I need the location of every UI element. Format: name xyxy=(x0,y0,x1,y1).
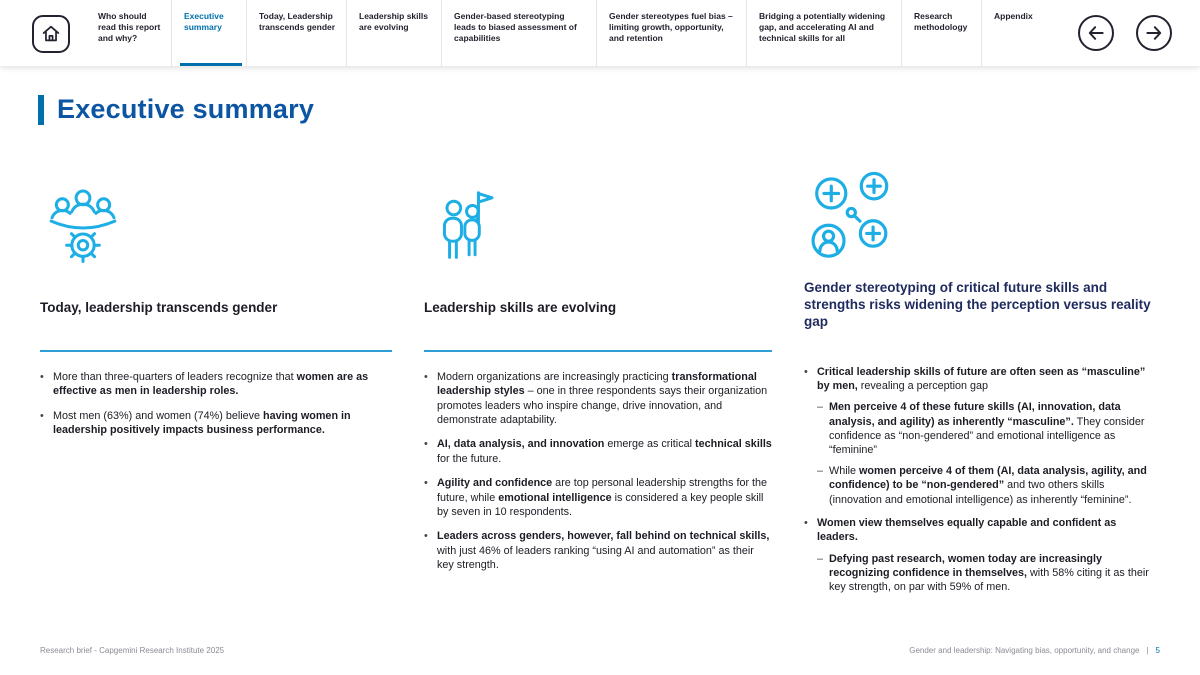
column-heading-box xyxy=(40,300,392,348)
nav-tab-4[interactable] xyxy=(346,0,441,66)
bullet-marker: • xyxy=(424,477,428,490)
nav-tab-label: Leadership skills are evolving xyxy=(359,11,428,33)
sub-bullet-text: Men perceive 4 of these future skills (AI, innovation, data analysis, and agility) as inherently “masculine”. They consider confidence as “non-gendered” and emotional intelligence as “feminine” xyxy=(829,401,1145,457)
sub-bullet-marker: – xyxy=(817,552,824,565)
next-page-button[interactable] xyxy=(1136,15,1172,51)
nav-tab-label: Bridging a potentially widening gap, and accelerating AI and technical skills for all xyxy=(759,11,886,44)
bullet-text: AI, data analysis, and innovation emerge as critical technical skills for the future. xyxy=(437,438,772,465)
nav-tab-label: Appendix xyxy=(994,11,1033,21)
sub-bullet-item xyxy=(817,552,1160,595)
bullet-marker: • xyxy=(40,371,44,383)
col-2-bullets xyxy=(424,370,772,572)
nav-tabs xyxy=(86,0,1051,66)
bullet-item xyxy=(804,365,1160,394)
column-gender-stereotyping-gap xyxy=(804,155,1160,604)
footer-right-block xyxy=(909,646,1160,655)
prev-page-button[interactable] xyxy=(1078,15,1114,51)
home-button[interactable] xyxy=(32,15,70,53)
sub-bullet-marker: – xyxy=(817,401,824,414)
title-accent-bar xyxy=(38,95,44,125)
bullet-marker: • xyxy=(804,365,808,378)
bullet-item xyxy=(424,437,772,466)
bullet-marker: • xyxy=(804,516,808,529)
slide-footer xyxy=(40,646,1160,655)
skills-circles-icon xyxy=(804,166,904,270)
arrow-right-icon xyxy=(1144,23,1164,43)
nav-arrows xyxy=(1078,15,1172,51)
page-title: Executive summary xyxy=(57,94,315,124)
meeting-gear-icon xyxy=(40,178,126,278)
nav-tab-1[interactable] xyxy=(86,0,171,66)
footer-left-text: Research brief - Capgemini Research Institute 2025 xyxy=(40,646,225,655)
nav-tab-6[interactable] xyxy=(596,0,746,66)
summary-columns xyxy=(40,155,1160,604)
bullet-marker: • xyxy=(424,371,428,383)
nav-tab-8[interactable] xyxy=(901,0,981,66)
bullet-item xyxy=(424,476,772,519)
column-heading: Leadership skills are evolving xyxy=(424,300,617,315)
bullet-text: Critical leadership skills of future are often seen as “masculine” by men, revealing a perception gap xyxy=(817,365,1146,392)
nav-tab-label: Gender stereotypes fuel bias – limiting growth, opportunity, and retention xyxy=(609,11,733,44)
bullet-item xyxy=(40,370,392,399)
nav-tab-label: Executive summary xyxy=(184,11,224,33)
heading-rule xyxy=(424,350,772,352)
bullet-text: Women view themselves equally capable and confident as leaders. xyxy=(817,516,1117,544)
column-leadership-skills-evolving xyxy=(424,155,772,604)
bullet-text: Leaders across genders, however, fall behind on technical skills, with just 46% of leaders ranking “using AI and automation” as their key strength. xyxy=(437,530,770,571)
sub-bullet-text: Defying past research, women today are increasingly recognizing confidence in themselves, with 58% citing it as their key strength, on par with 59% of men. xyxy=(829,552,1149,594)
bullet-item xyxy=(424,370,772,427)
nav-tab-3[interactable] xyxy=(246,0,346,66)
footer-right-text: Gender and leadership: Navigating bias, opportunity, and change xyxy=(909,646,1140,655)
page-number: 5 xyxy=(1155,646,1160,655)
sub-bullet-text: While women perceive 4 of them (AI, data analysis, agility, and confidence) to be “non-gendered” and two others skills (innovation and emotional intelligence) as inherently “feminine”. xyxy=(829,464,1147,506)
nav-tab-label: Who should read this report and why? xyxy=(98,11,161,44)
nav-tab-2[interactable] xyxy=(171,0,246,66)
bullet-text: Most men (63%) and women (74%) believe having women in leadership positively impacts business performance. xyxy=(53,409,351,437)
bullet-item xyxy=(424,529,772,572)
bullet-text: Modern organizations are increasingly practicing transformational leadership styles – one in three respondents says their organization promotes leaders who inspire change, drive innovation, and demonstrate adaptability. xyxy=(437,371,768,427)
column-heading-box xyxy=(804,280,1160,331)
bullet-marker: • xyxy=(40,409,44,422)
home-icon xyxy=(40,23,62,45)
column-heading: Today, leadership transcends gender xyxy=(40,300,278,315)
column-icon-area xyxy=(40,155,392,300)
bullet-marker: • xyxy=(424,438,428,451)
sub-bullet-item xyxy=(817,464,1160,507)
column-icon-area xyxy=(804,155,1160,280)
nav-tab-5[interactable] xyxy=(441,0,596,66)
bullet-text: Agility and confidence are top personal leadership strengths for the future, while emotional intelligence is considered a key people skill by seven in 10 respondents. xyxy=(437,477,768,518)
bullet-marker: • xyxy=(424,530,428,543)
nav-tab-label: Gender-based stereotyping leads to biased assessment of capabilities xyxy=(454,11,577,44)
column-heading-box xyxy=(424,300,772,348)
col-3-bullets xyxy=(804,365,1160,595)
nav-tab-label: Research methodology xyxy=(914,11,968,33)
nav-tab-label: Today, Leadership transcends gender xyxy=(259,11,336,33)
column-icon-area xyxy=(424,155,772,300)
nav-tab-9[interactable] xyxy=(981,0,1051,66)
heading-rule xyxy=(40,350,392,352)
footer-separator: | xyxy=(1146,646,1149,655)
sub-bullet-marker: – xyxy=(817,464,824,477)
bullet-item xyxy=(40,409,392,438)
sub-bullet-item xyxy=(817,400,1160,457)
bullet-text: More than three-quarters of leaders recognize that women are as effective as men in leadership roles. xyxy=(53,371,369,398)
column-leadership-transcends-gender xyxy=(40,155,392,604)
col-1-bullets xyxy=(40,370,392,437)
column-heading: Gender stereotyping of critical future skills and strengths risks widening the perception versus reality gap xyxy=(804,280,1151,329)
page-title-block xyxy=(38,94,314,125)
team-flag-icon xyxy=(430,180,498,276)
arrow-left-icon xyxy=(1086,23,1106,43)
bullet-item xyxy=(804,516,1160,545)
top-navigation xyxy=(0,0,1200,66)
nav-tab-7[interactable] xyxy=(746,0,901,66)
